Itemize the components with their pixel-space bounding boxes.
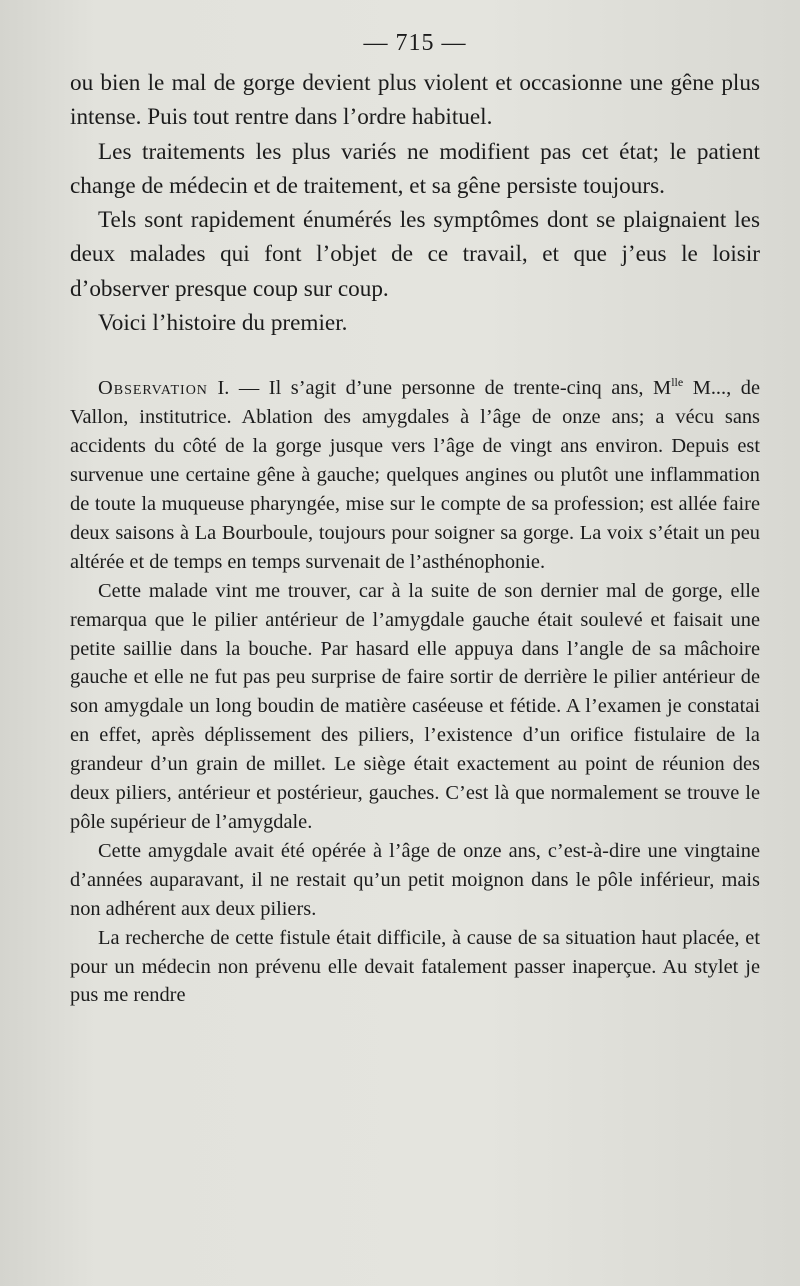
observation-paragraph-3: Cette amygdale avait été opérée à l’âge de onze ans, c’est-à-dire une vingtaine d’années auparavant, il ne restait qu’un petit moignon dans le pôle inférieur, mais non adhérent aux deux piliers. — [70, 839, 760, 920]
observation-paragraph-1 — [70, 374, 760, 576]
paragraph-continuation: ou bien le mal de gorge devient plus violent et occasionne une gêne plus intense. Puis tout rentre dans l’ordre habituel. — [70, 70, 760, 131]
observation-heading: Observation — [98, 377, 208, 400]
observation-text-b: M..., de Vallon, institutrice. Ablation des amygdales à l’âge de onze ans; a vécu sans accidents du côté de la gorge jusque vers l’âge de vingt ans environ. Depuis est survenue une certaine gêne à gauche; quelques angines ou plutôt une inflammation de toute la muqueuse pharyngée, mise sur le compte de sa profession; est allée faire deux saisons à La Bourboule, toujours pour soigner sa gorge. La voix s’était un peu altérée et de temps en temps survenait de l’asthénophonie. — [70, 377, 760, 573]
paragraph-treatments: Les traitements les plus variés ne modifient pas cet état; le patient change de médecin et de traitement, et sa gêne persiste toujours. — [70, 138, 760, 199]
intro-section — [70, 66, 760, 340]
paragraph-first-history: Voici l’histoire du premier. — [98, 310, 348, 337]
page-number: — 715 — — [363, 30, 467, 56]
section-spacer — [70, 340, 760, 374]
observation-paragraph-2: Cette malade vint me trouver, car à la suite de son dernier mal de gorge, elle remarqua que le pilier antérieur de l’amygdale gauche était soulevé et faisait une petite saillie dans la bouche. Par hasard elle appuya dans l’angle de sa mâchoire gauche et elle ne fut pas peu surprise de faire sortir de derrière le pilier antérieur de son amygdale un long boudin de matière caséeuse et fétide. A l’examen je constatai en effet, après déplissement des piliers, l’existence d’un orifice fistulaire de la grandeur d’un grain de millet. Le siège était exactement au point de réunion des deux piliers, antérieur et postérieur, gauches. C’est là que normalement se trouve le pôle supérieur de l’amygdale. — [70, 579, 760, 833]
observation-section — [70, 374, 760, 1010]
paragraph-symptoms: Tels sont rapidement énumérés les symptômes dont se plaignaient les deux malades qui font l’objet de ce travail, et que j’eus le loisir d’observer presque coup sur coup. — [70, 207, 760, 302]
observation-text-a: — Il s’agit d’une personne de trente-cinq ans, M — [229, 377, 672, 400]
title-abbrev-superscript: lle — [671, 375, 684, 390]
observation-paragraph-4: La recherche de cette fistule était difficile, à cause de sa situation haut placée, et pour un médecin non prévenu elle devait fatalement passer inaperçue. Au stylet je pus me rendre — [70, 926, 760, 1007]
observation-number: I. — [217, 377, 230, 400]
